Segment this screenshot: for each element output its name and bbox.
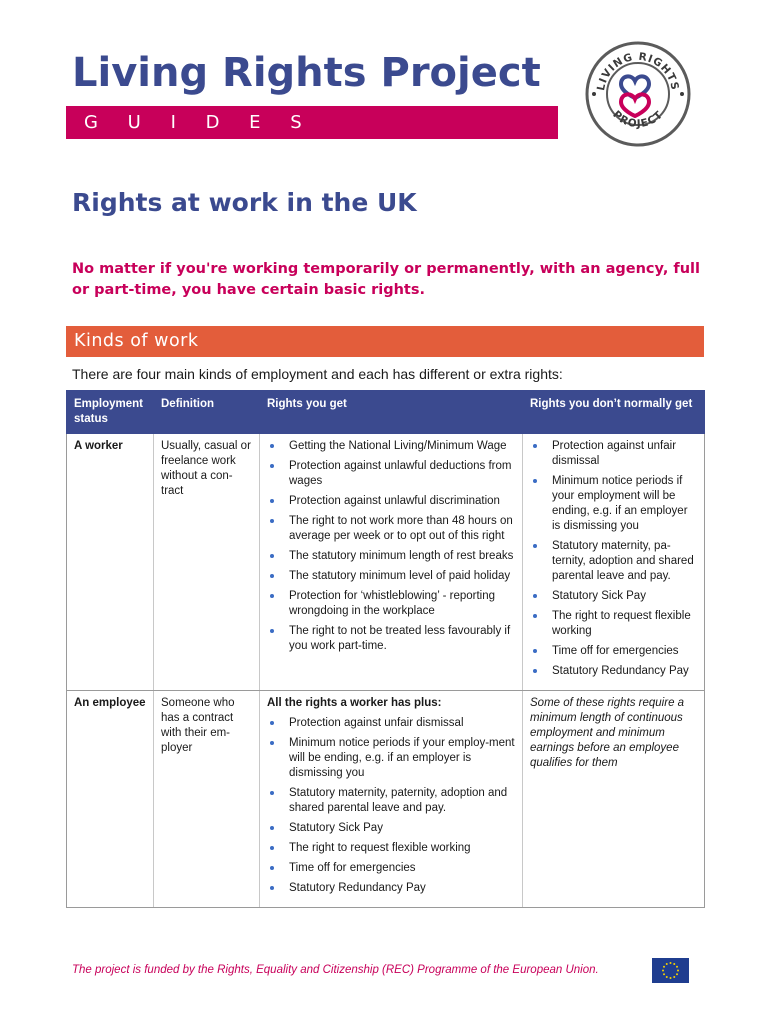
not-rights-cell (523, 434, 705, 691)
table-row (67, 434, 705, 691)
rights-cell (260, 434, 523, 691)
brand-title: Living Rights Project (72, 50, 541, 96)
list-item: The right to not be treated less favourably if you work part-time. (267, 624, 515, 654)
list-item: Statutory Sick Pay (530, 589, 697, 604)
rights-cell (260, 691, 523, 908)
list-item: Protection against unlawful discrimination (267, 494, 515, 509)
list-item: Protection for ‘whistleblowing’ - reporting wrongdoing in the workplace (267, 589, 515, 619)
list-item: Statutory maternity, pa-ternity, adoption and shared parental leave and pay. (530, 539, 697, 584)
list-item: Statutory maternity, paternity, adoption and shared parental leave and pay. (267, 786, 515, 816)
list-item: Time off for emergencies (267, 861, 515, 876)
logo-ring-bottom-text: PROJECT (610, 108, 666, 131)
list-item: Protection against unlawful deductions from wages (267, 459, 515, 489)
not-rights-list (530, 439, 697, 679)
status-cell: An employee (67, 691, 154, 908)
list-item: Protection against unfair dismissal (530, 439, 697, 469)
guides-banner: G U I D E S (66, 106, 558, 139)
list-item: The right to request flexible working (530, 609, 697, 639)
column-header: Definition (154, 391, 260, 434)
list-item: Time off for emergencies (530, 644, 697, 659)
definition-cell: Usually, casual or freelance work without a con-tract (154, 434, 260, 691)
logo-ring-top-text: LIVING RIGHTS (595, 50, 681, 92)
definition-cell: Someone who has a contract with their em-ployer (154, 691, 260, 908)
list-item: Statutory Redundancy Pay (267, 881, 515, 896)
list-item: The right to not work more than 48 hours on average per week or to opt out of this right (267, 514, 515, 544)
funding-note: The project is funded by the Rights, Equality and Citizenship (REC) Programme of the European Union. (72, 964, 599, 976)
status-cell: A worker (67, 434, 154, 691)
section-heading: Kinds of work (66, 326, 704, 357)
list-item: The statutory minimum length of rest breaks (267, 549, 515, 564)
table-row (67, 691, 705, 908)
list-item: Statutory Sick Pay (267, 821, 515, 836)
intro-text: No matter if you're working temporarily or permanently, with an agency, full or part-time, you have certain basic rights. (72, 261, 700, 298)
list-item: Getting the National Living/Minimum Wage (267, 439, 515, 454)
list-item: The statutory minimum level of paid holiday (267, 569, 515, 584)
column-header: Rights you don’t normally get (523, 391, 705, 434)
list-item: The right to request flexible working (267, 841, 515, 856)
rights-list (267, 439, 515, 654)
rights-table (66, 390, 705, 908)
list-item: Protection against unfair dismissal (267, 716, 515, 731)
rights-list (267, 716, 515, 896)
page-title: Rights at work in the UK (72, 188, 417, 217)
list-item: Minimum notice periods if your employ-ment will be ending, e.g. if an employer is dismissing you (267, 736, 515, 781)
table-header-row (67, 391, 705, 434)
eu-flag-icon (652, 958, 689, 983)
lead-text: There are four main kinds of employment and each has different or extra rights: (72, 366, 563, 382)
list-item: Statutory Redundancy Pay (530, 664, 697, 679)
column-header: Rights you get (260, 391, 523, 434)
list-item: Minimum notice periods if your employment will be ending, e.g. if an employer is dismissing you (530, 474, 697, 534)
rights-intro: All the rights a worker has plus: (267, 697, 442, 709)
living-rights-logo (584, 40, 692, 148)
column-header: Employment status (67, 391, 154, 434)
qualification-note: Some of these rights require a minimum length of continuous employment and minimum earnings before an employee qualifies for them (523, 691, 705, 908)
